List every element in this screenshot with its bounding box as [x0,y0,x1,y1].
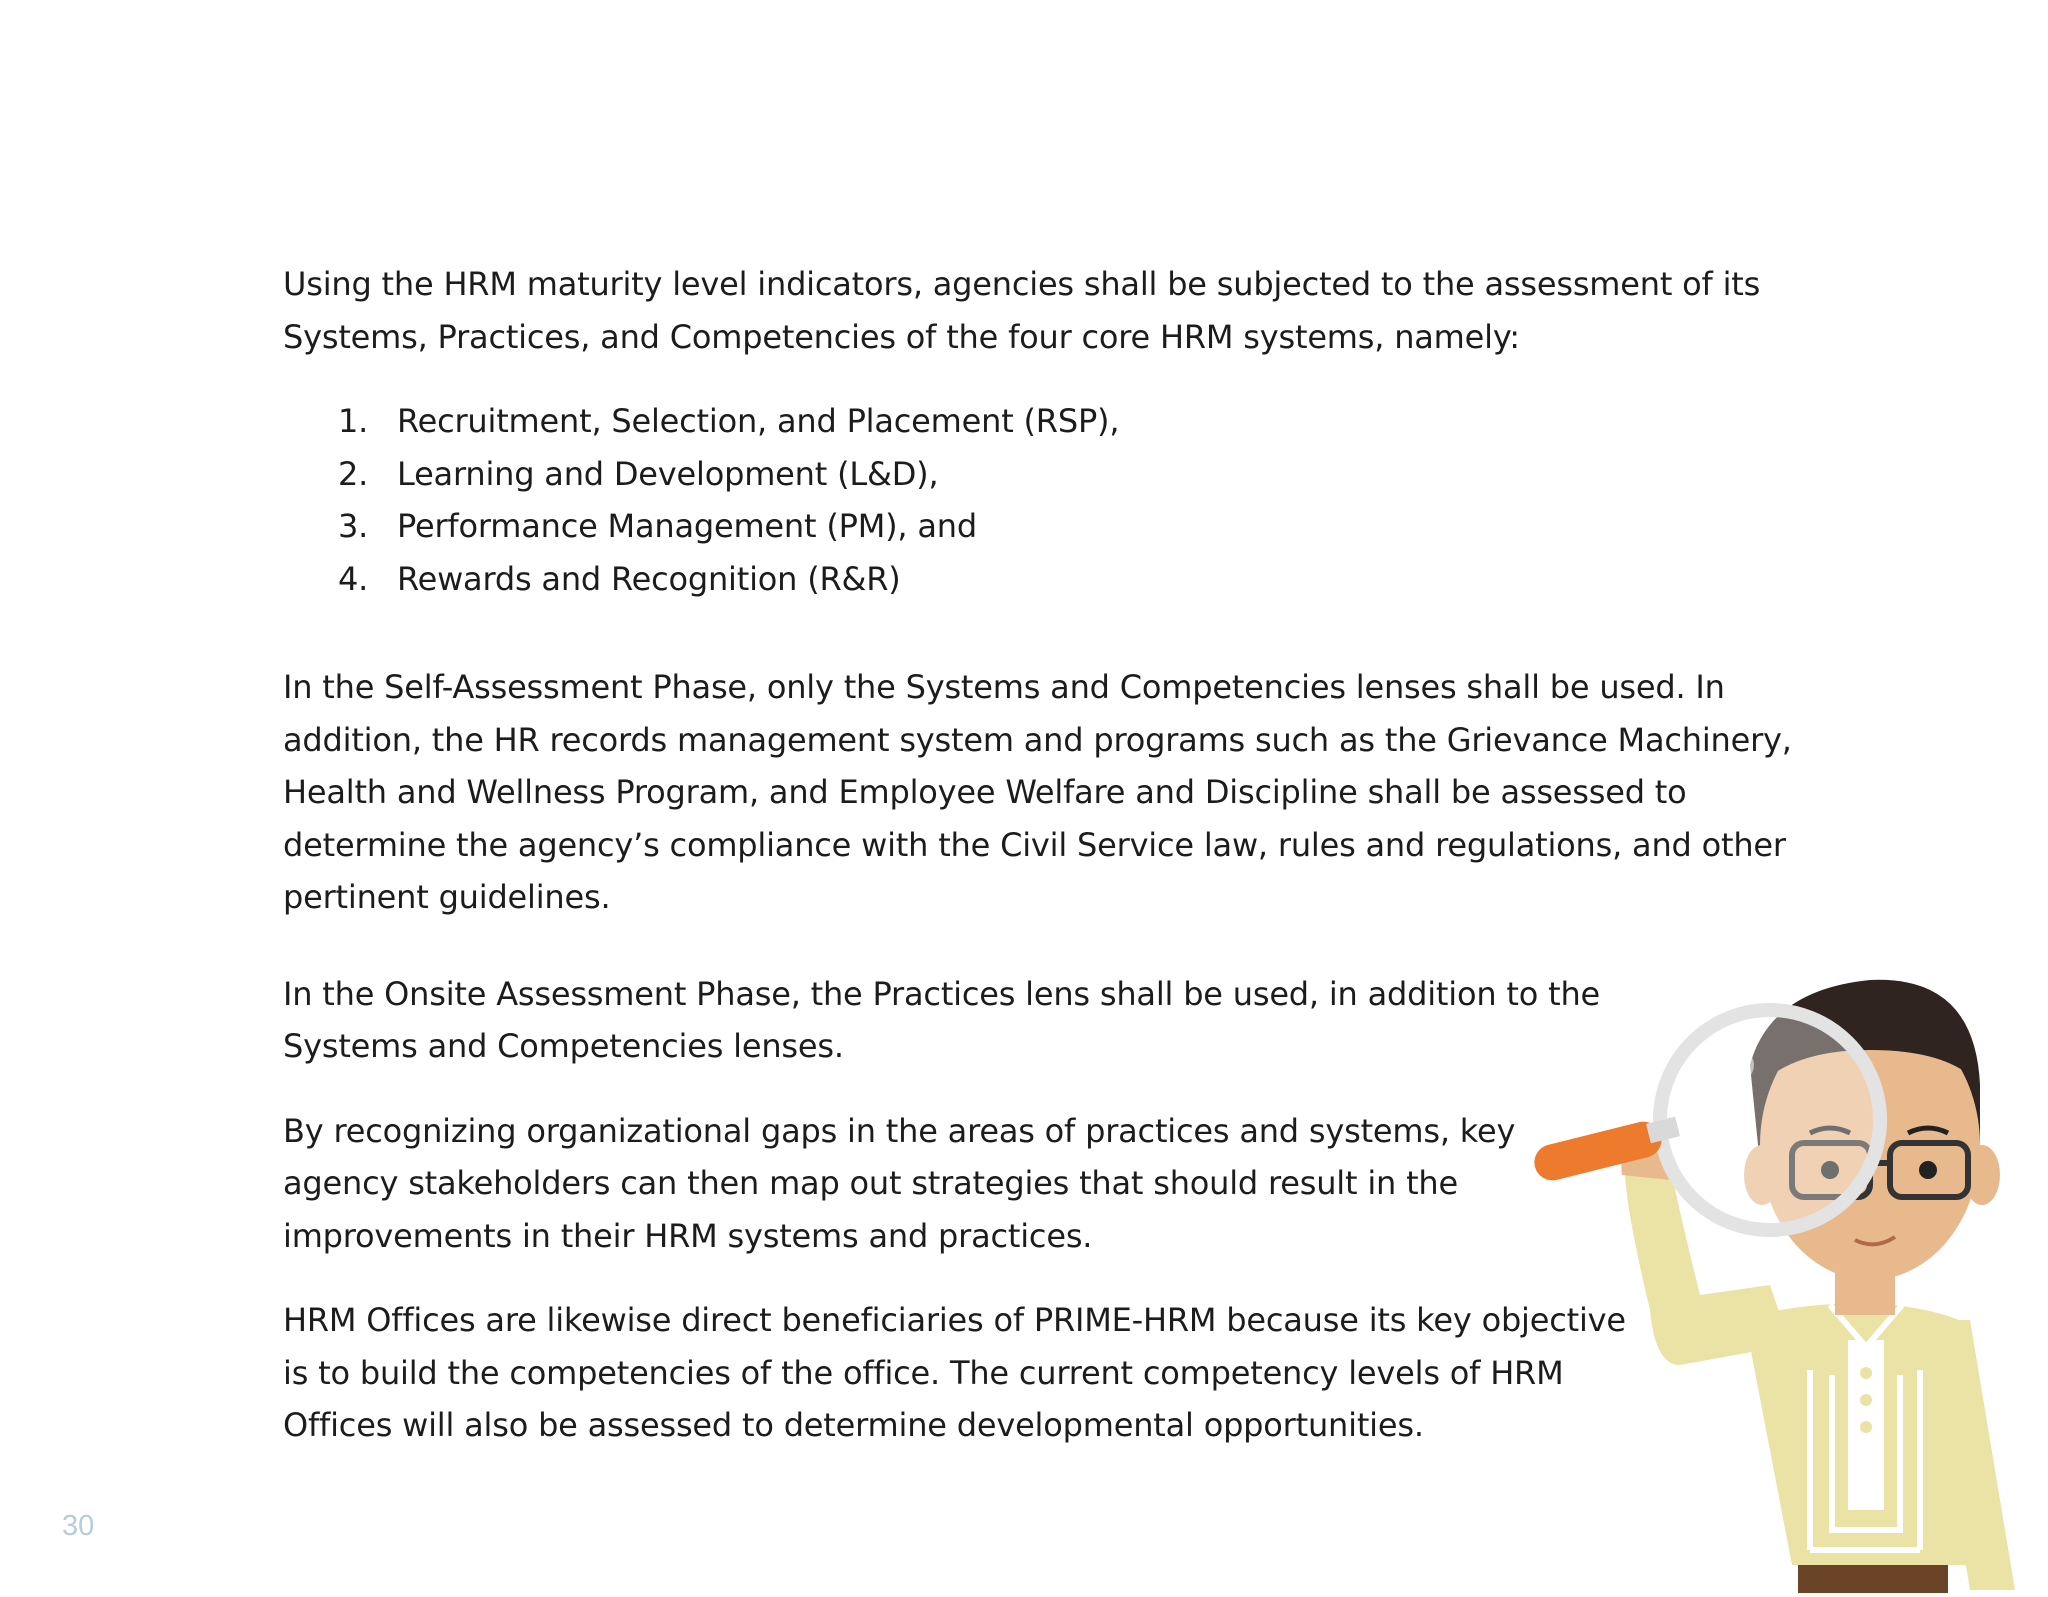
man-with-magnifying-glass-illustration [1530,975,2030,1593]
list-item-number: 1. [338,402,369,440]
core-hrm-systems-list [283,395,1803,605]
list-item-text: Recruitment, Selection, and Placement (RSP), [397,402,1120,440]
list-item-number: 4. [338,559,369,598]
button-shape [1860,1421,1872,1433]
list-item-number: 3. [338,507,369,545]
page-number: 30 [62,1510,95,1542]
self-assessment-paragraph: In the Self-Assessment Phase, only the Systems and Competencies lenses shall be used. In addition, the HR records management system and programs such as the Grievance Machinery, Health and Wellness Program, and Employee Welfare and Discipline shall be assessed to determine the agency’s compliance with the Civil Service law, rules and regulations, and other pertinent guidelines. [283,668,1792,916]
list-item [283,448,1803,501]
list-item [283,500,1803,553]
button-shape [1860,1394,1872,1406]
button-shape [1860,1367,1872,1379]
list-item-text: Rewards and Recognition (R&R) [397,559,901,598]
list-item-number: 2. [338,454,369,493]
eye-shape [1919,1161,1937,1179]
magnifier-glare-shape [1706,1045,1754,1085]
list-item [283,395,1803,448]
magnifier-lens-shape [1660,1010,1880,1230]
intro-paragraph: Using the HRM maturity level indicators, agencies shall be subjected to the assessment of its Systems, Practices, and Competencies of the four core HRM systems, namely: [283,265,1761,356]
list-item-text: Learning and Development (L&D), [397,454,939,493]
list-item [283,553,1803,606]
list-item-text: Performance Management (PM), and [397,507,977,545]
hrm-offices-paragraph: HRM Offices are likewise direct beneficiaries of PRIME-HRM because its key objective is to build the competencies of the office. The current competency levels of HRM Offices will also be assessed to determine developmental opportunities. [283,1301,1626,1444]
organizational-gaps-paragraph: By recognizing organizational gaps in the areas of practices and systems, key agency stakeholders can then map out strategies that should result in the improvements in their HRM systems and practices. [283,1111,1516,1255]
onsite-assessment-paragraph: In the Onsite Assessment Phase, the Practices lens shall be used, in addition to the Systems and Competencies lenses. [283,974,1601,1065]
